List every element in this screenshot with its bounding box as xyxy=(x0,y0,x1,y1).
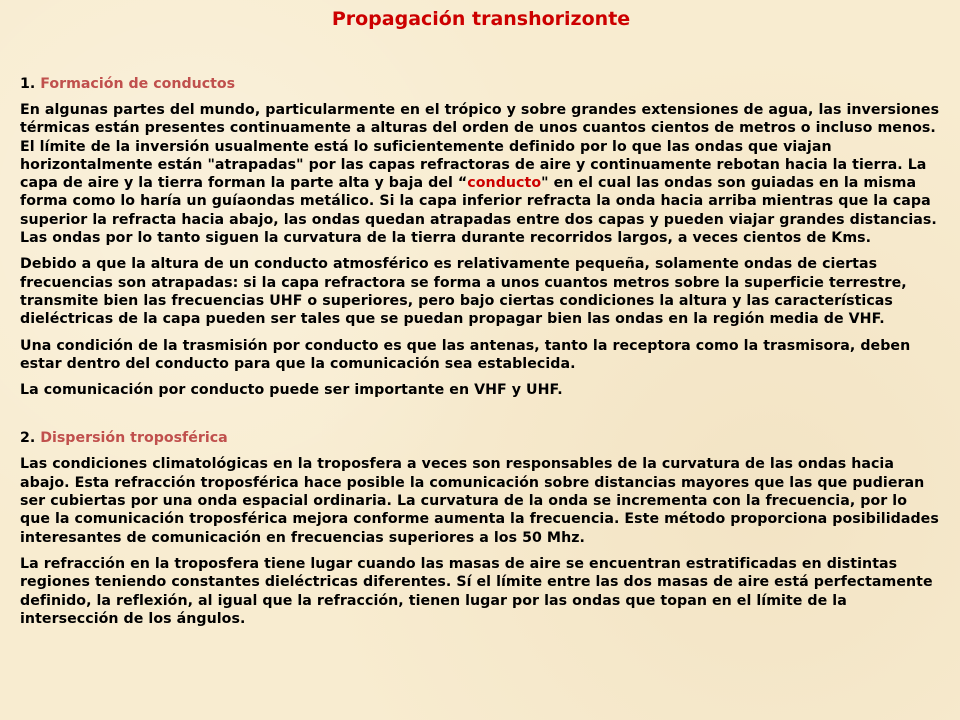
paragraph: La comunicación por conducto puede ser importante en VHF y UHF. xyxy=(20,382,563,399)
paragraph xyxy=(20,101,942,247)
section-heading-2 xyxy=(20,429,942,447)
paragraph: Una condición de la trasmisión por conducto es que las antenas, tanto la receptora como la trasmisora, deben estar dentro del conducto para que la comunicación sea establecida. xyxy=(20,337,911,372)
paragraph: Debido a que la altura de un conducto atmosférico es relativamente pequeña, solamente ondas de ciertas frecuencias son atrapadas: si la capa refractora se forma a unos cuantos metros sobre la superficie terrestre, transmite bien las frecuencias UHF o superiores, pero bajo ciertas condiciones la altura y las características dieléctricas de la capa pueden ser tales que se puedan propagar bien las ondas en la región media de VHF. xyxy=(20,256,907,328)
page-title: Propagación transhorizonte xyxy=(331,8,631,30)
paragraph-text: " en el cual las ondas son guiadas en la misma forma como lo haría un guíaondas metálico. Si la capa inferior refracta la onda hacia arriba mientras que la capa superior la refracta hacia abajo, las ondas quedan atrapadas entre dos capas y pueden viajar grandes distancias. Las ondas por lo tanto siguen la curvatura de la tierra durante recorridos largos, a veces cientos de Kms. xyxy=(20,175,937,247)
paragraph: La refracción en la troposfera tiene lugar cuando las masas de aire se encuentran estratificadas en distintas regiones teniendo constantes dieléctricas diferentes. Sí el límite entre las dos masas de aire está perfectamente definido, la reflexión, al igual que la refracción, tienen lugar por las ondas que topan en el límite de la intersección de los ángulos. xyxy=(20,555,933,627)
section-number: 2. xyxy=(20,430,36,447)
highlighted-term: conducto xyxy=(467,175,542,192)
section-label: Formación de conductos xyxy=(40,76,236,92)
paragraph-text: En algunas partes del mundo, particularmente en el trópico y sobre grandes extensiones de agua, las inversiones térmicas están presentes continuamente a alturas del orden de unos cuantos cientos de metros o incluso menos. El límite de la inversión usualmente está lo suficientemente definido por lo que las ondas que viajan horizontalmente están "atrapadas" por las capas refractoras de aire y continuamente rebotan hacia la tierra. La capa de aire y la tierra forman la parte alta y baja del “ xyxy=(20,102,940,192)
paragraph: Las condiciones climatológicas en la troposfera a veces son responsables de la curvatura de las ondas hacia abajo. Esta refracción troposférica hace posible la comunicación sobre distancias mayores que las que pudieran ser cubiertas por una onda espacial ordinaria. La curvatura de la onda se incrementa con la frecuencia, por lo que la comunicación troposférica mejora conforme aumenta la frecuencia. Este método proporciona posibilidades interesantes de comunicación en frecuencias superiores a los 50 Mhz. xyxy=(20,456,939,546)
section-number: 1. xyxy=(20,76,36,92)
section-heading-1 xyxy=(20,75,942,93)
section-label: Dispersión troposférica xyxy=(40,430,228,447)
